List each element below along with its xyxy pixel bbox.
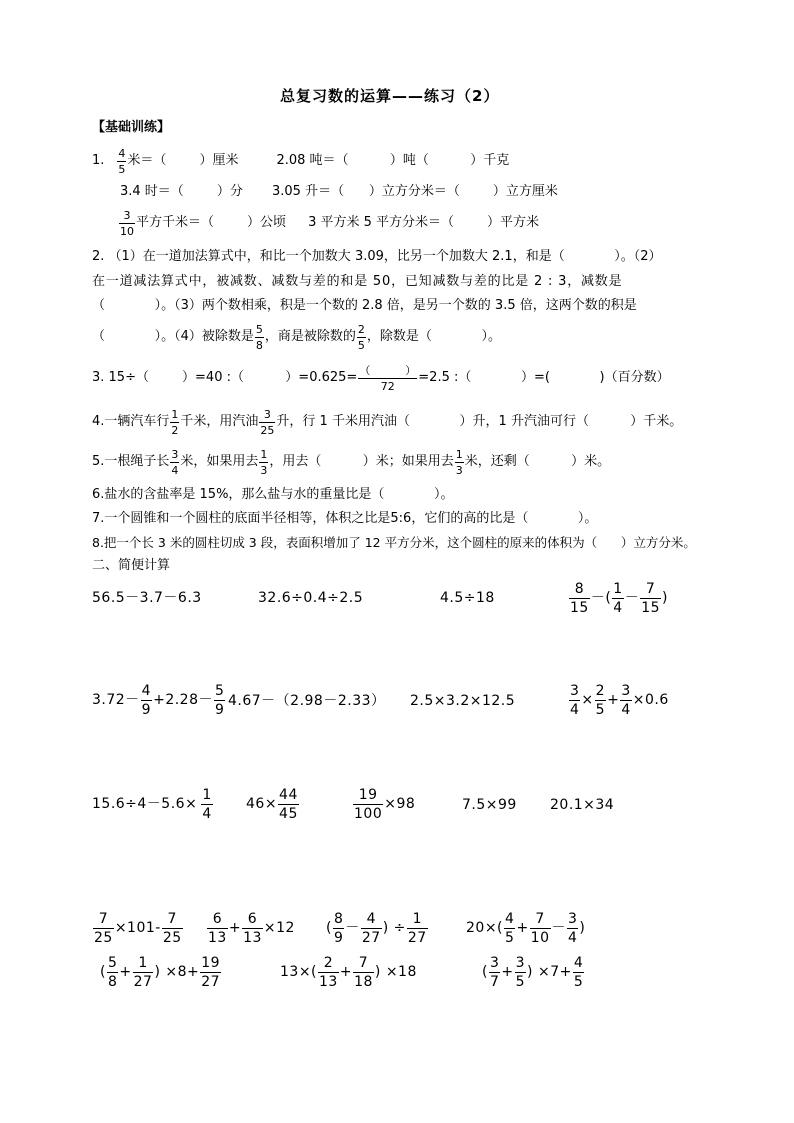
calc-r2-d: $\frac{3}{4}$ × $\frac{2}{5}$ + $\frac{3}{4}$ ×0.6 [570, 682, 669, 718]
calc-r2-d-frac-2: $\frac{2}{5}$ [595, 682, 606, 718]
calc-r2-a-frac-1: 4 9 [141, 682, 152, 718]
q4-fraction-2: 3 25 [260, 407, 275, 437]
calc-r4-d-frac-2: $\frac{7}{10}$ [530, 910, 550, 946]
q5-part-d: 米，还剩（ ）米。 [464, 454, 611, 469]
calc-r5-c-frac-2: $\frac{3}{5}$ [515, 954, 526, 990]
calc-r1-d-frac-2: 1 4 [613, 580, 623, 616]
q5-part-a: 5.一根绳子长 [92, 454, 170, 469]
calc-r1-d: 8 15 －( 1 4 － 7 15 ) [570, 580, 669, 616]
calc-r5-c-frac-3: $\frac{4}{5}$ [573, 954, 584, 990]
question-8: 8.把一个长 3 米的圆柱切成 3 段，表面积增加了 12 平方分米，这个圆柱的原来的体积为（ ）立方分米。 [92, 535, 696, 550]
calc-r2-a: 3.72－ 4 9 +2.28－ 5 9 [92, 682, 225, 718]
question-7: 7.一个圆锥和一个圆柱的底面半径相等，体积之比是5:6，它们的高的比是（ ）。 [92, 511, 598, 526]
q5-fraction-2: 1 3 [260, 447, 268, 477]
question-4 [92, 406, 682, 438]
q5-fraction-1: 3 4 [171, 447, 179, 477]
calc-r1-d-frac-1: 8 15 [570, 580, 589, 616]
calc-r3-b-frac: $\frac{44}{45}$ [279, 786, 298, 822]
q1-part-c: 3.4 时＝（ ）分 [120, 184, 243, 199]
calc-r3-a: 15.6÷4－5.6× $\frac{1}{4}$ [92, 786, 212, 822]
calc-r4-c: ( 8 9 － 4 27 ) ÷ $\frac{1}{27}$ [326, 910, 427, 946]
calc-r2-d-frac-1: $\frac{3}{4}$ [570, 682, 580, 718]
calc-r1-d-frac-3: 7 15 [641, 580, 661, 616]
calc-r5-b-frac-1: 2 13 [319, 954, 338, 990]
q2-line-3: （ ）。（3）两个数相乘，积是一个数的 2.8 倍，是另一个数的 3.5 倍，这两个数的积是 [92, 298, 637, 313]
section-simple-calc: 二、简便计算 [92, 558, 171, 573]
question-3 [92, 358, 670, 398]
calc-r4-c-frac-2: 4 27 [361, 910, 381, 946]
calc-r3-b: 46× $\frac{44}{45}$ [246, 786, 298, 822]
calc-r3-e: 20.1×34 [550, 797, 615, 813]
q4-part-c: 升，行 1 千米用汽油（ ）升，1 升汽油可行（ ）千米。 [276, 414, 683, 429]
calc-r4-d-frac-3: 3 4 [568, 910, 578, 946]
calc-r5-a-frac-3: $\frac{19}{27}$ [201, 954, 221, 990]
question-6: 6.盐水的含盐率是 15%，那么盐与水的重量比是（ ）。 [92, 487, 454, 502]
q2-line-1: 2. （1）在一道加法算式中，和比一个加数大 3.09，比另一个加数大 2.1，和是（ ）。（2） [92, 249, 662, 264]
q5-part-c: ，用去（ ）米；如果用去 [269, 454, 454, 469]
calc-r4-d-frac-1: 4 5 [505, 910, 515, 946]
calc-r3-d: 7.5×99 [462, 797, 517, 813]
q4-part-b: 千米，用汽油 [180, 414, 259, 429]
q4-fraction-1: 1 2 [171, 407, 179, 437]
q3-part-a: 3. 15÷（ ）=40 :（ ）=0.625= [92, 370, 358, 385]
calc-r4-b: 6 13 + $\frac{6}{13}$ ×12 [208, 910, 295, 946]
calc-r1-c: 4.5÷18 [440, 590, 495, 606]
q1-fraction-e: 3 10 [120, 208, 134, 238]
calc-r2-c: 2.5×3.2×12.5 [410, 693, 516, 709]
calc-r1-b: 32.6÷0.4÷2.5 [258, 590, 364, 606]
section-basic-training: 【基础训练】 [92, 120, 171, 135]
calc-r5-b: 13×( 2 13 + $\frac{7}{18}$ ) ×18 [280, 954, 417, 990]
calc-r5-a: ( 5 8 + $\frac{1}{27}$ ) ×8+ $\frac{19}{27}$ [100, 954, 221, 990]
calc-r4-d: 20×( 4 5 + $\frac{7}{10}$ － 3 4 ) [466, 910, 586, 946]
calc-r3-c-frac: $\frac{19}{100}$ [354, 786, 383, 822]
calc-r2-a-frac-2: 5 9 [215, 682, 225, 718]
calc-r5-c-frac-1: 3 7 [489, 954, 500, 990]
calc-r5-a-frac-2: $\frac{1}{27}$ [133, 954, 153, 990]
q1-fraction-a: 4 5 [118, 146, 126, 176]
question-1-line-3 [118, 208, 539, 238]
calc-r3-a-frac: $\frac{1}{4}$ [202, 786, 212, 822]
calc-r1-a: 56.5－3.7－6.3 [92, 590, 202, 606]
calc-r4-a: $\frac{7}{25}$ ×101- 7 25 [94, 910, 182, 946]
calc-r5-b-frac-2: $\frac{7}{18}$ [354, 954, 373, 990]
q2-line-4 [92, 322, 501, 352]
calc-r5-c: ( 3 7 + $\frac{3}{5}$ ) ×7+ $\frac{4}{5}$ [482, 954, 584, 990]
q1-part-b: 2.08 吨＝（ ）吨（ ）千克 [276, 153, 510, 168]
q5-part-b: 米，如果用去 [180, 454, 259, 469]
q3-fraction: （ ） 72 [359, 363, 417, 393]
q1-part-f: 3 平方米 5 平方分米＝（ ）平方米 [308, 215, 540, 230]
calc-r4-b-frac-2: $\frac{6}{13}$ [243, 910, 262, 946]
calc-r4-a-frac-1: $\frac{7}{25}$ [94, 910, 113, 946]
q4-part-a: 4.一辆汽车行 [92, 414, 170, 429]
q1-part-e: 平方千米＝（ ）公顷 [136, 215, 287, 230]
calc-r4-c-frac-3: $\frac{1}{27}$ [407, 910, 427, 946]
page-title: 总复习数的运算——练习（2） [280, 87, 500, 105]
q5-fraction-3: 1 3 [455, 447, 463, 477]
q1-part-d: 3.05 升＝（ ）立方分米＝（ ）立方厘米 [272, 184, 558, 199]
calc-r5-a-frac-1: 5 8 [107, 954, 118, 990]
q2-fraction-1: 5 8 [255, 322, 263, 352]
q2-fraction-2: 2 5 [357, 322, 365, 352]
q3-part-b: =2.5 :（ ）=( )（百分数） [418, 370, 670, 385]
q2-line-4-c: ，除数是（ ）。 [366, 329, 501, 344]
q2-line-4-a: （ ）。（4）被除数是 [92, 329, 254, 344]
calc-r4-b-frac-1: 6 13 [208, 910, 227, 946]
calc-r4-c-frac-1: 8 9 [333, 910, 344, 946]
q2-line-4-b: ，商是被除数的 [264, 329, 356, 344]
q2-line-2: 在一道减法算式中，被减数、减数与差的和是 50，已知减数与差的比是 2 : 3，减数是 [92, 274, 623, 289]
q1-number: 1. [92, 153, 105, 168]
q1-part-a: 米＝（ ）厘米 [127, 153, 239, 168]
calc-r2-b: 4.67－（2.98－2.33） [228, 693, 386, 709]
question-1-line-1 [92, 148, 509, 174]
calc-r2-d-frac-3: $\frac{3}{4}$ [621, 682, 631, 718]
calc-r4-a-frac-2: 7 25 [162, 910, 182, 946]
question-5 [92, 446, 610, 478]
calc-r3-c: $\frac{19}{100}$ ×98 [354, 786, 416, 822]
